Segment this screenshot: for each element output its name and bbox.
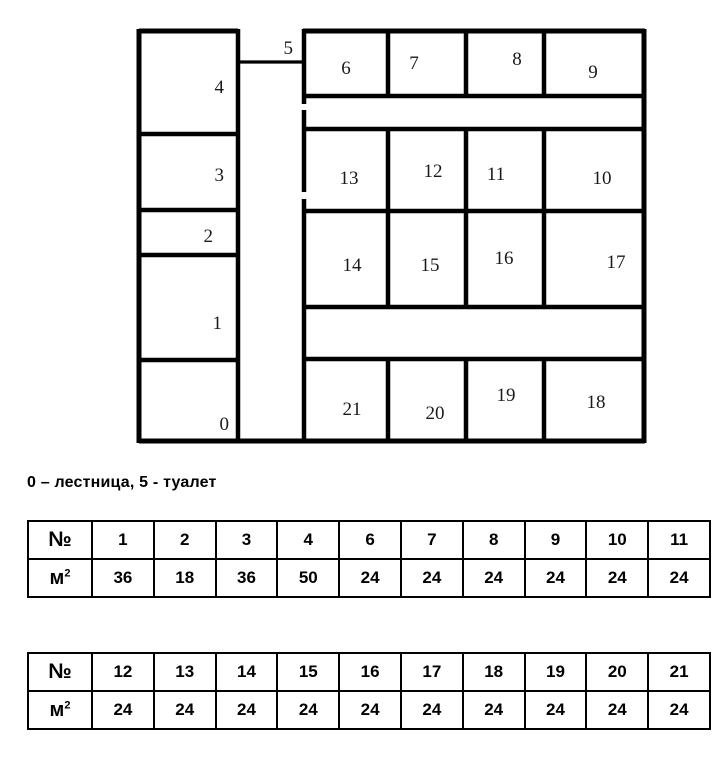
room-label-10: 10 bbox=[592, 168, 612, 189]
table1-area-cell: 24 bbox=[586, 559, 648, 597]
table2-area-cell: 24 bbox=[525, 691, 587, 729]
room-label-9: 9 bbox=[588, 62, 598, 83]
table2-area-cell: 24 bbox=[277, 691, 339, 729]
table1-number-cell: 1 bbox=[92, 521, 154, 559]
table2-header-area-unit bbox=[28, 691, 92, 729]
table2-area-cell: 24 bbox=[463, 691, 525, 729]
table2-header-number bbox=[28, 653, 92, 691]
table1-number-cell: 3 bbox=[216, 521, 278, 559]
table2-area-cell: 24 bbox=[92, 691, 154, 729]
left-wing-walls bbox=[139, 29, 240, 443]
table2-area-cell: 24 bbox=[586, 691, 648, 729]
room-label-5: 5 bbox=[283, 38, 293, 59]
room-label-21: 21 bbox=[342, 399, 362, 420]
room-label-16: 16 bbox=[494, 248, 514, 269]
table-row-areas bbox=[28, 559, 710, 597]
table1-number-cell: 7 bbox=[401, 521, 463, 559]
room-label-8: 8 bbox=[512, 49, 522, 70]
table-row-areas bbox=[28, 691, 710, 729]
unit-letter: м bbox=[49, 698, 65, 721]
bottom-room-walls bbox=[388, 359, 544, 443]
table2-number-cell: 17 bbox=[401, 653, 463, 691]
table1-header-area-unit bbox=[28, 559, 92, 597]
table2-number-cell: 14 bbox=[216, 653, 278, 691]
square-meter-label bbox=[50, 699, 71, 721]
table1-number-cell: 8 bbox=[463, 521, 525, 559]
table1-area-cell: 24 bbox=[339, 559, 401, 597]
room-label-3: 3 bbox=[214, 165, 224, 186]
room-label-17: 17 bbox=[606, 252, 626, 273]
areas-table-rooms-12-21 bbox=[27, 652, 711, 730]
unit-letter: м bbox=[49, 566, 65, 589]
table2-area-cell: 24 bbox=[648, 691, 710, 729]
table1-number-cell: 9 bbox=[525, 521, 587, 559]
table1-area-cell: 18 bbox=[154, 559, 216, 597]
table1-number-cell: 6 bbox=[339, 521, 401, 559]
room-label-18: 18 bbox=[586, 392, 606, 413]
table2-area-cell: 24 bbox=[154, 691, 216, 729]
room-label-7: 7 bbox=[409, 53, 419, 74]
room-label-6: 6 bbox=[341, 58, 351, 79]
table1-area-cell: 36 bbox=[92, 559, 154, 597]
table2-number-cell: 18 bbox=[463, 653, 525, 691]
table2-area-cell: 24 bbox=[216, 691, 278, 729]
room-label-20: 20 bbox=[425, 403, 445, 424]
table2-number-cell: 21 bbox=[648, 653, 710, 691]
table1-number-cell: 10 bbox=[586, 521, 648, 559]
table2-number-cell: 12 bbox=[92, 653, 154, 691]
room-label-13: 13 bbox=[339, 168, 359, 189]
number-sign-glyph: № bbox=[48, 528, 72, 551]
room-label-11: 11 bbox=[486, 164, 506, 185]
number-sign-glyph: № bbox=[48, 660, 72, 683]
areas-table-rooms-1-11 bbox=[27, 520, 711, 598]
room-label-4: 4 bbox=[214, 77, 224, 98]
room-label-12: 12 bbox=[423, 161, 443, 182]
room-label-14: 14 bbox=[342, 255, 362, 276]
table-row-numbers bbox=[28, 653, 710, 691]
corridor-walls bbox=[238, 29, 305, 443]
table1-area-cell: 24 bbox=[401, 559, 463, 597]
table1-header-number bbox=[28, 521, 92, 559]
table1-area-cell: 36 bbox=[216, 559, 278, 597]
table2-number-cell: 16 bbox=[339, 653, 401, 691]
table2-number-cell: 19 bbox=[525, 653, 587, 691]
table2-number-cell: 13 bbox=[154, 653, 216, 691]
room-label-15: 15 bbox=[420, 255, 440, 276]
table1-area-cell: 24 bbox=[525, 559, 587, 597]
table2-number-cell: 15 bbox=[277, 653, 339, 691]
table1-number-cell: 11 bbox=[648, 521, 710, 559]
table2-area-cell: 24 bbox=[401, 691, 463, 729]
table1-number-cell: 2 bbox=[154, 521, 216, 559]
unit-exponent: 2 bbox=[64, 698, 71, 711]
unit-exponent: 2 bbox=[64, 566, 71, 579]
table2-area-cell: 24 bbox=[339, 691, 401, 729]
table1-area-cell: 24 bbox=[463, 559, 525, 597]
square-meter-label bbox=[50, 567, 71, 589]
table1-area-cell: 24 bbox=[648, 559, 710, 597]
room-label-2: 2 bbox=[203, 226, 213, 247]
table2-number-cell: 20 bbox=[586, 653, 648, 691]
room-label-0: 0 bbox=[219, 414, 229, 435]
table1-area-cell: 50 bbox=[277, 559, 339, 597]
legend-caption: 0 – лестница, 5 - туалет bbox=[27, 474, 217, 491]
table-row-numbers bbox=[28, 521, 710, 559]
room-label-1: 1 bbox=[212, 313, 222, 334]
room-label-19: 19 bbox=[496, 385, 516, 406]
table1-number-cell: 4 bbox=[277, 521, 339, 559]
